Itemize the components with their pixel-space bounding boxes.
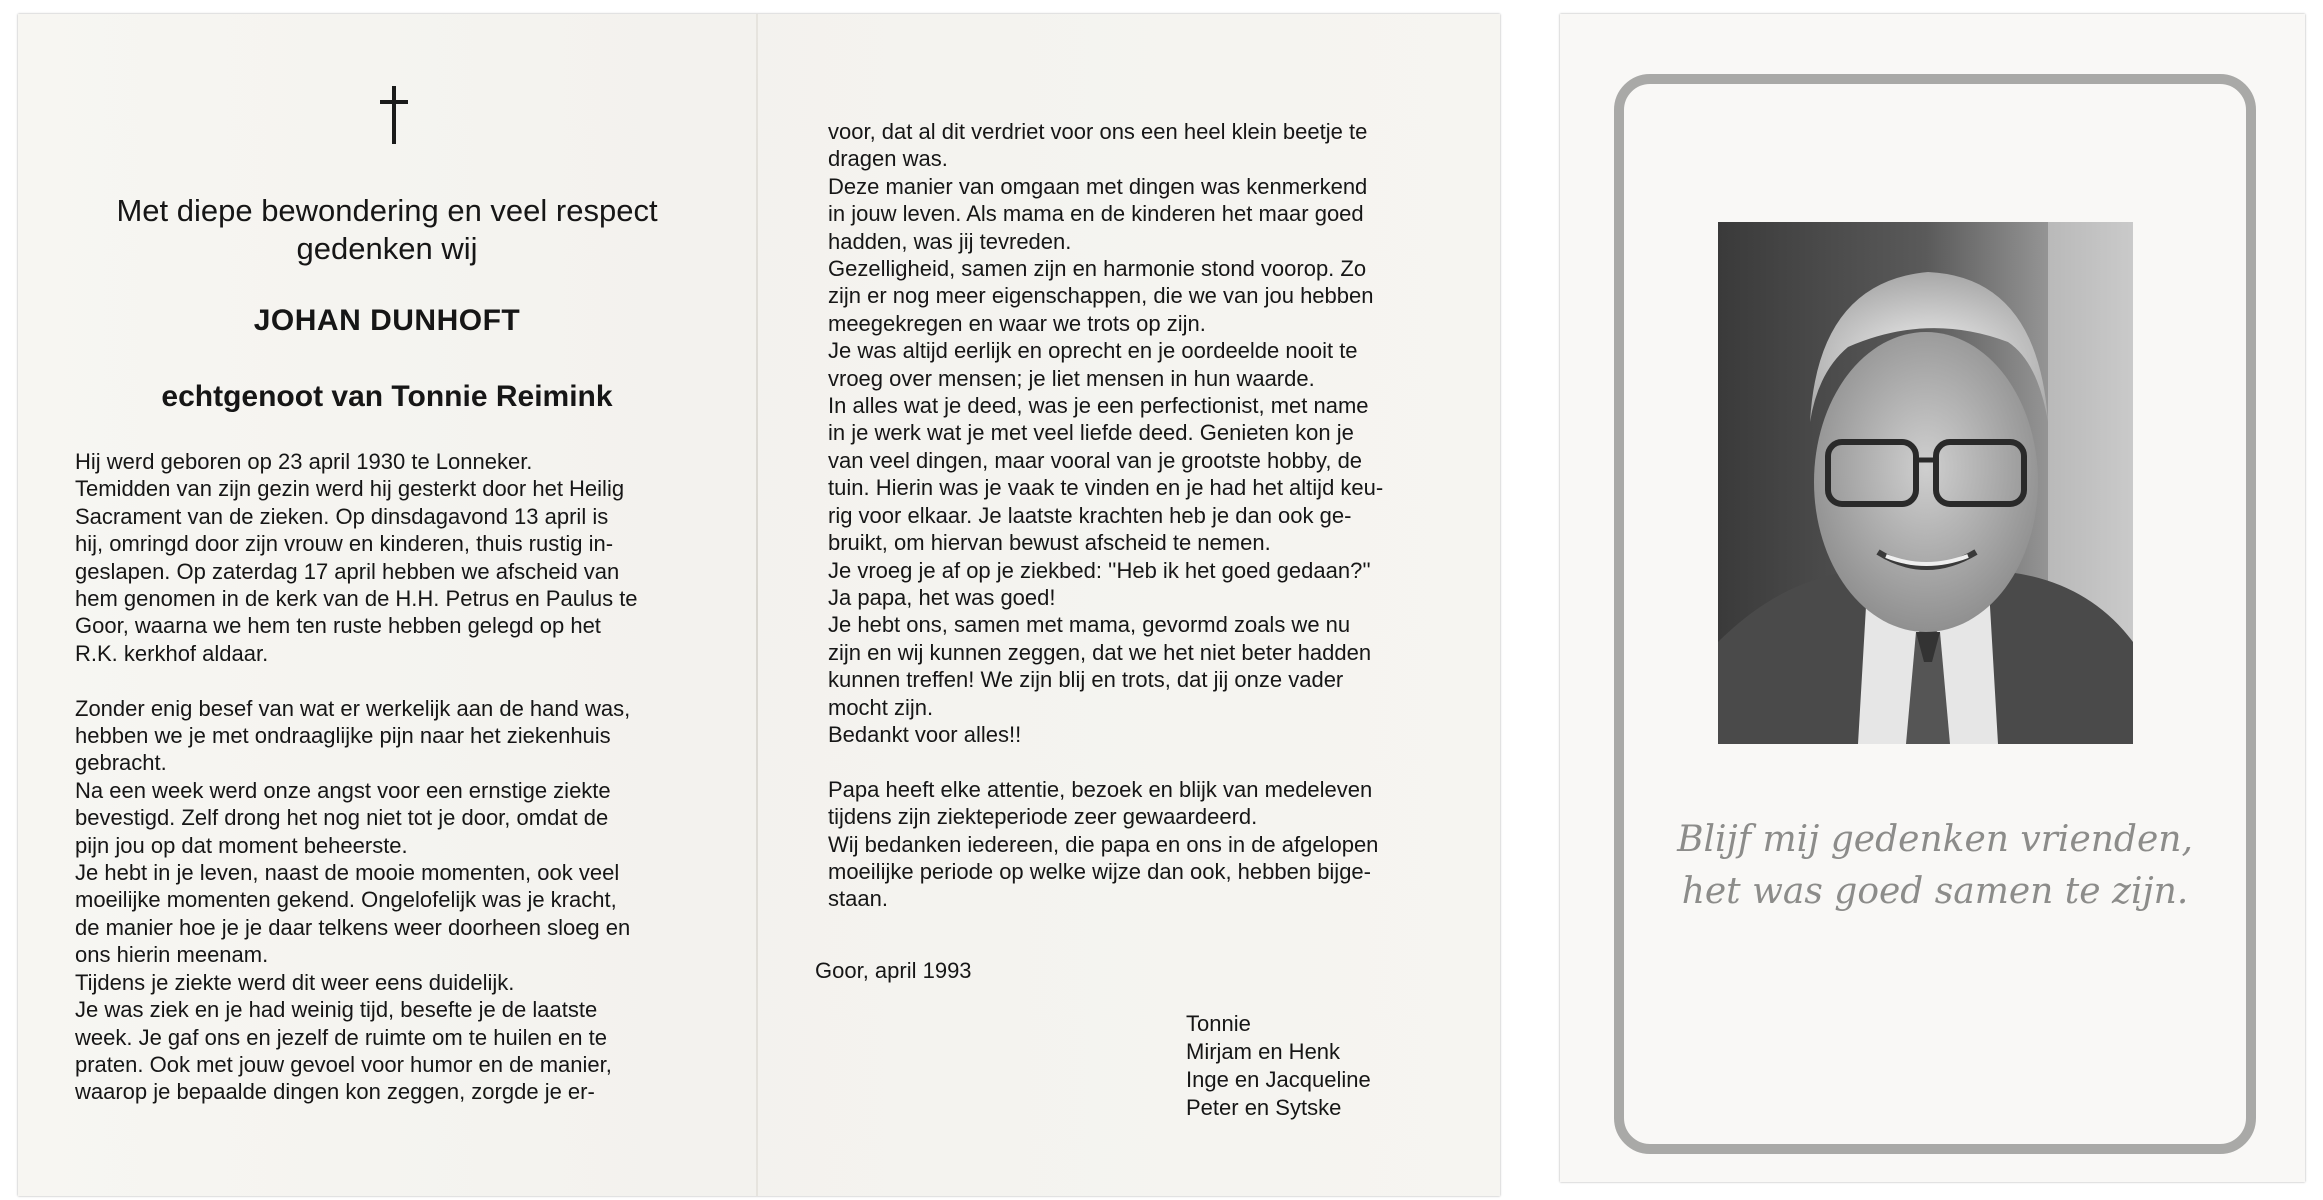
text-line: Sacrament van de zieken. Op dinsdagavond 13 april is bbox=[75, 503, 609, 529]
intro-line: Met diepe bewondering en veel respect bbox=[116, 193, 658, 228]
text-line: bevestigd. Zelf drong het nog niet tot je door, omdat de bbox=[75, 805, 609, 831]
memorial-card-front bbox=[1560, 14, 2305, 1182]
text-line: gebracht. bbox=[75, 750, 167, 776]
paragraph-gap bbox=[828, 748, 1458, 775]
spouse-line: echtgenoot van Tonnie Reimink bbox=[161, 380, 613, 413]
text-line: ons hierin meenam. bbox=[75, 942, 269, 968]
text-line: geslapen. Op zaterdag 17 april hebben we afscheid van bbox=[75, 558, 620, 584]
text-line: moeilijke momenten gekend. Ongelofelijk was je kracht, bbox=[75, 887, 617, 913]
text-line: zijn en wij kunnen zeggen, dat we het niet beter hadden bbox=[828, 639, 1372, 665]
text-line: kunnen treffen! We zijn blij en trots, dat jij onze vader bbox=[828, 667, 1344, 693]
quote-line: het was goed samen te zijn. bbox=[1681, 871, 2189, 912]
portrait-photo bbox=[1718, 222, 2133, 744]
memorial-quote bbox=[1640, 814, 2230, 918]
right-page bbox=[758, 14, 1500, 1196]
text-line: Je vroeg je af op je ziekbed: ''Heb ik het goed gedaan?'' bbox=[828, 557, 1371, 583]
text-line: de manier hoe je je daar telkens weer doorheen sloeg en bbox=[75, 914, 631, 940]
text-line: tijdens zijn ziekteperiode zeer gewaardeerd. bbox=[828, 804, 1258, 830]
text-line: Deze manier van omgaan met dingen was kenmerkend bbox=[828, 173, 1368, 199]
text-line: zijn er nog meer eigenschappen, die we van jou hebben bbox=[828, 283, 1374, 309]
text-line: Gezelligheid, samen zijn en harmonie stond voorop. Zo bbox=[828, 256, 1367, 282]
text-line: Wij bedanken iedereen, die papa en ons in de afgelopen bbox=[828, 831, 1379, 857]
cross-icon bbox=[380, 86, 384, 144]
text-line: praten. Ook met jouw gevoel voor humor en de manier, bbox=[75, 1051, 612, 1077]
text-line: rig voor elkaar. Je laatste krachten heb je dan ook ge- bbox=[828, 502, 1352, 528]
text-line: Na een week werd onze angst voor een ernstige ziekte bbox=[75, 777, 611, 803]
text-line: dragen was. bbox=[828, 146, 948, 172]
text-line: hem genomen in de kerk van de H.H. Petrus en Paulus te bbox=[75, 586, 638, 612]
text-line: Ja papa, het was goed! bbox=[828, 584, 1056, 610]
text-line: meegekregen en waar we trots op zijn. bbox=[828, 310, 1206, 336]
text-line: van veel dingen, maar vooral van je grootste hobby, de bbox=[828, 447, 1363, 473]
text-line: Hij werd geboren op 23 april 1930 te Lonneker. bbox=[75, 449, 533, 474]
text-line: mocht zijn. bbox=[828, 694, 934, 720]
text-line: Temidden van zijn gezin werd hij gesterkt door het Heilig bbox=[75, 476, 625, 502]
paragraph-gap bbox=[75, 667, 707, 694]
place-date: Goor, april 1993 bbox=[815, 958, 972, 983]
text-line: Papa heeft elke attentie, bezoek en blijk van medeleven bbox=[828, 776, 1373, 802]
text-line: hij, omringd door zijn vrouw en kinderen, thuis rustig in- bbox=[75, 531, 614, 557]
text-line: Je was ziek en je had weinig tijd, besefte je de laatste bbox=[75, 997, 598, 1023]
signers-list bbox=[1186, 1010, 1371, 1122]
signer-name: Mirjam en Henk bbox=[1186, 1039, 1341, 1064]
text-line: moeilijke periode op welke wijze dan ook, hebben bijge- bbox=[828, 858, 1371, 884]
signer-name: Peter en Sytske bbox=[1186, 1095, 1342, 1120]
text-line: pijn jou op dat moment beheerste. bbox=[75, 832, 408, 858]
text-line: staan. bbox=[828, 886, 888, 912]
text-line: hadden, was jij tevreden. bbox=[828, 228, 1072, 254]
text-line: Zonder enig besef van wat er werkelijk aan de hand was, bbox=[75, 695, 631, 721]
text-line: Tijdens je ziekte werd dit weer eens duidelijk. bbox=[75, 969, 515, 995]
text-line: Je was altijd eerlijk en oprecht en je oordeelde nooit te bbox=[828, 338, 1358, 364]
text-line: voor, dat al dit verdriet voor ons een heel klein beetje te bbox=[828, 119, 1368, 144]
text-line: R.K. kerkhof aldaar. bbox=[75, 640, 269, 666]
text-line: bruikt, om hiervan bewust afscheid te nemen. bbox=[828, 530, 1271, 556]
text-line: tuin. Hierin was je vaak te vinden en je had het altijd keu- bbox=[828, 475, 1384, 501]
text-line: in jouw leven. Als mama en de kinderen het maar goed bbox=[828, 201, 1364, 227]
text-line: hebben we je met ondraaglijke pijn naar het ziekenhuis bbox=[75, 723, 611, 749]
text-line: in je werk wat je met veel liefde deed. Genieten kon je bbox=[828, 420, 1354, 446]
quote-line: Blijf mij gedenken vrienden, bbox=[1677, 819, 2193, 860]
deceased-name: JOHAN DUNHOFT bbox=[253, 304, 521, 337]
signer-name: Tonnie bbox=[1186, 1011, 1251, 1036]
text-line: In alles wat je deed, was je een perfectionist, met name bbox=[828, 393, 1369, 419]
text-line: week. Je gaf ons en jezelf de ruimte om te huilen en te bbox=[75, 1024, 607, 1050]
intro-text bbox=[18, 192, 756, 268]
tribute-text bbox=[828, 118, 1458, 913]
left-page bbox=[18, 14, 756, 1196]
text-line: Goor, waarna we hem ten ruste hebben gelegd op het bbox=[75, 613, 601, 639]
text-line: Je hebt ons, samen met mama, gevormd zoals we nu bbox=[828, 612, 1351, 638]
intro-line: gedenken wij bbox=[296, 231, 478, 266]
text-line: waarop je bepaalde dingen kon zeggen, zorgde je er- bbox=[75, 1079, 595, 1105]
memorial-card-inside bbox=[18, 14, 1500, 1196]
signer-name: Inge en Jacqueline bbox=[1186, 1067, 1371, 1092]
text-line: Bedankt voor alles!! bbox=[828, 721, 1022, 747]
text-line: Je hebt in je leven, naast de mooie momenten, ook veel bbox=[75, 860, 620, 886]
text-line: vroeg over mensen; je liet mensen in hun waarde. bbox=[828, 365, 1315, 391]
biography-text bbox=[75, 448, 707, 1106]
